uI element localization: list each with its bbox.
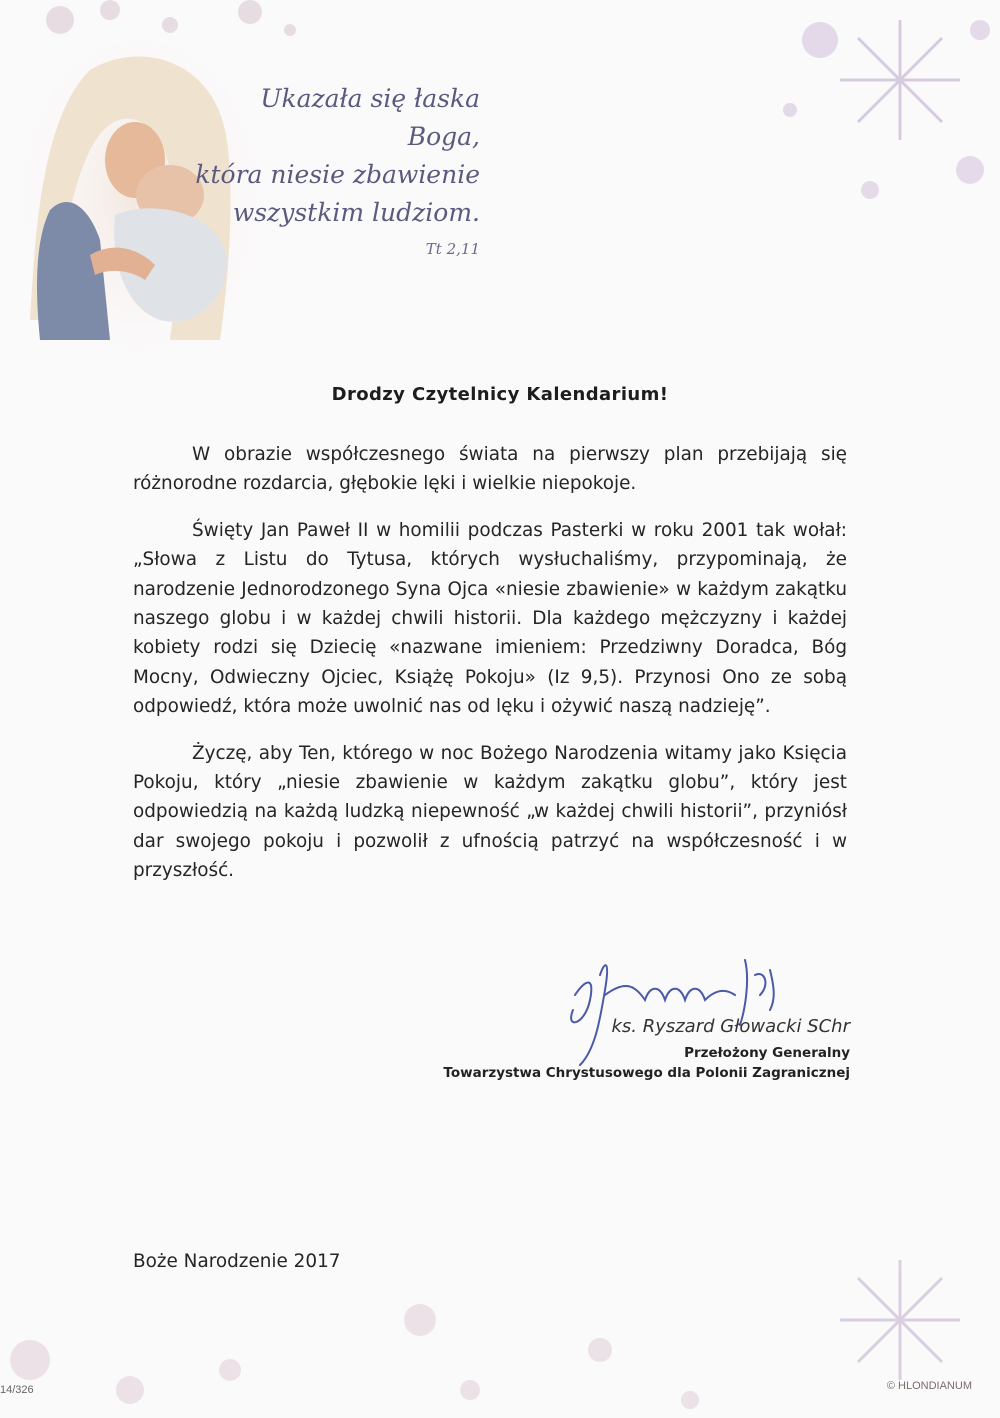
snowflake-decoration-top-right bbox=[760, 0, 1000, 220]
signature-block bbox=[330, 950, 850, 1110]
signer-name: ks. Ryszard Głowacki SChr bbox=[611, 1016, 850, 1037]
letter-date: Boże Narodzenie 2017 bbox=[133, 1251, 341, 1272]
letter-greeting: Drodzy Czytelnicy Kalendarium! bbox=[331, 384, 669, 405]
paragraph-1: W obrazie współczesnego świata na pierwszy plan przebijają się różnorodne rozdarcia, głębokie lęki i wielkie niepokoje. bbox=[133, 444, 847, 495]
verse-line-1: Ukazała się łaska Boga, bbox=[260, 84, 480, 151]
publisher-brand: © HLONDIANUM bbox=[886, 1380, 972, 1392]
paragraph-2: Święty Jan Paweł II w homilii podczas Pasterki w roku 2001 tak wołał: „Słowa z Listu do Tytusa, których wysłuchaliśmy, przypominają, że narodzenie Jednorodzonego Syna Ojca «niesie zbawienie» w każdym zakątku naszego globu i w każdej chwili historii. Dla każdego mężczyzny i każdej kobiety rodzi się Dziecię «nazwane imieniem: Przedziwny Doradca, Bóg Mocny, Odwieczny Ojciec, Książę Pokoju» (Iz 9,5). Przynosi Ono ze sobą odpowiedź, która może uwolnić nas od lęku i ożywić naszą nadzieję”. bbox=[133, 519, 847, 718]
scripture-verse bbox=[190, 80, 480, 262]
page-number: 14/326 bbox=[0, 1384, 34, 1396]
verse-line-2: która niesie zbawienie bbox=[195, 160, 480, 189]
snowflake-decoration-bottom bbox=[0, 1250, 1000, 1414]
signer-title-line-2: Towarzystwa Chrystusowego dla Polonii Zagranicznej bbox=[443, 1065, 850, 1081]
signer-title-line-1: Przełożony Generalny bbox=[684, 1045, 850, 1061]
letter-body bbox=[133, 440, 847, 903]
verse-reference: Tt 2,11 bbox=[425, 240, 480, 258]
verse-line-3: wszystkim ludziom. bbox=[232, 198, 480, 227]
paragraph-3: Życzę, aby Ten, którego w noc Bożego Narodzenia witamy jako Księcia Pokoju, który „niesie zbawienie w każdym zakątku globu”, który jest odpowiedzią na każdą ludzką niepewność „w każdej chwili historii”, przyniósł dar swojego pokoju i pozwolił z ufnością patrzyć na współczesność i w przyszłość. bbox=[133, 742, 847, 882]
